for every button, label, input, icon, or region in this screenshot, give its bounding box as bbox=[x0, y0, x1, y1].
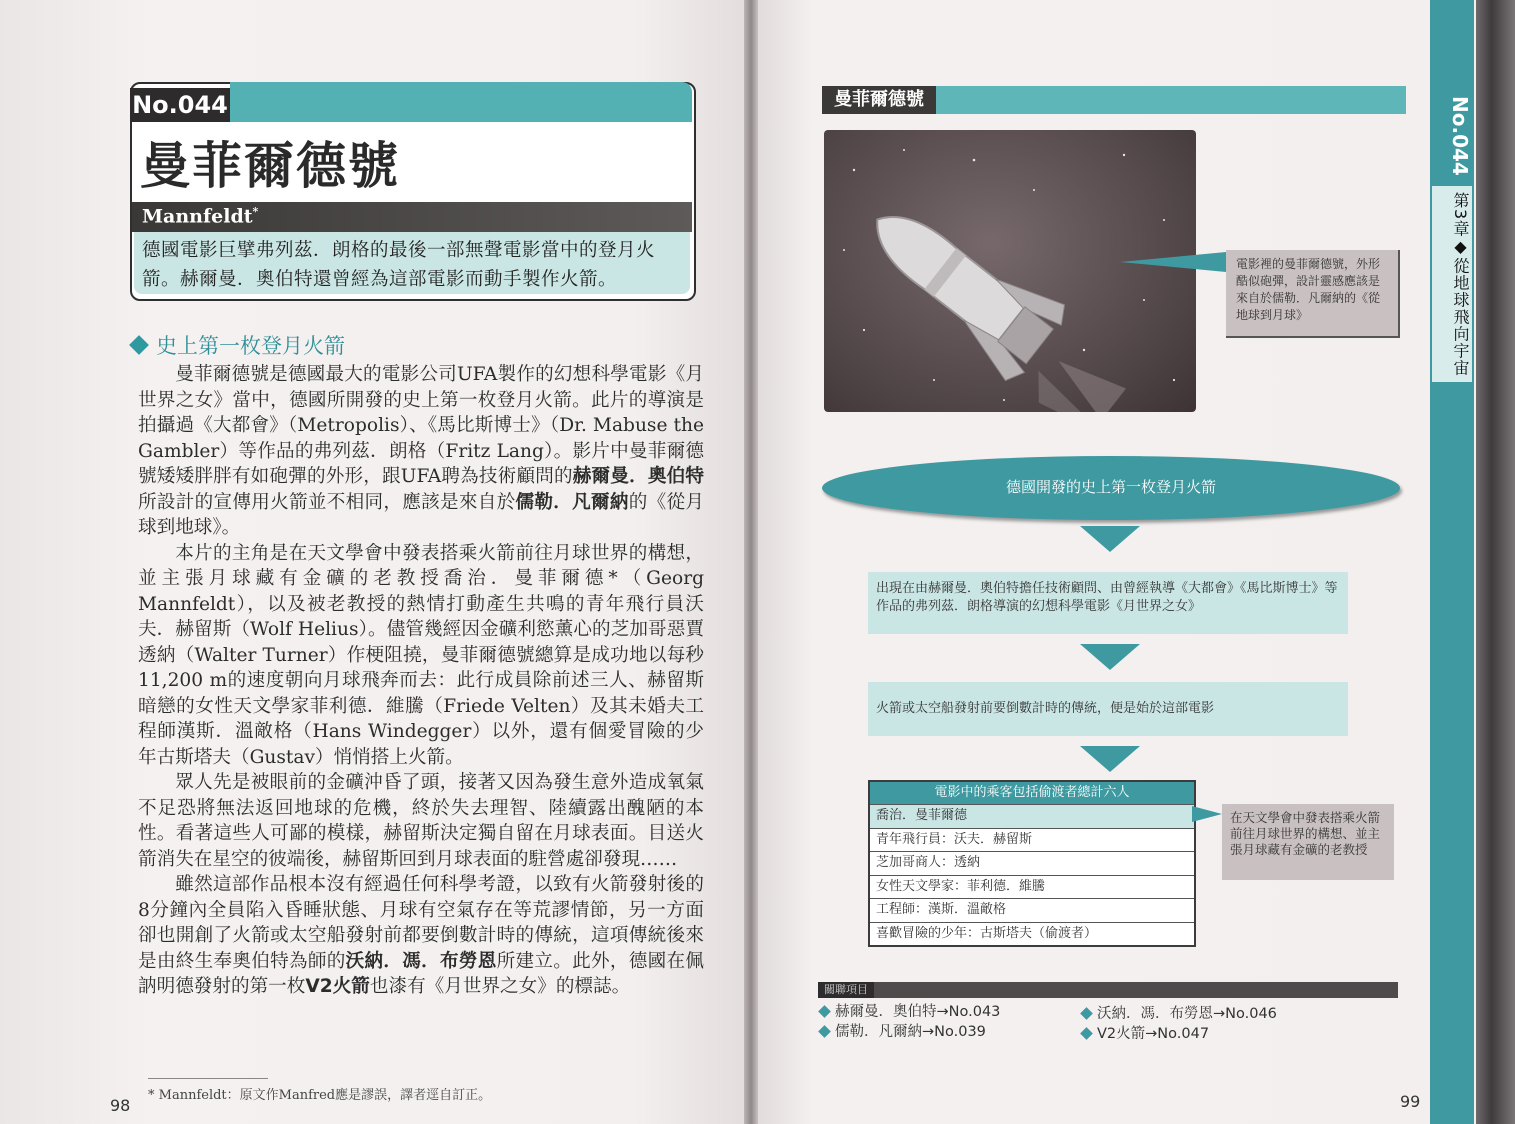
body-text bbox=[138, 362, 704, 1000]
diamond-icon bbox=[129, 335, 149, 355]
related-band bbox=[818, 982, 1398, 998]
table-header: 電影中的乘客包括偷渡者總計六人 bbox=[870, 782, 1194, 804]
page-title: 曼菲爾德號 bbox=[140, 137, 400, 195]
callout-pointer bbox=[1120, 252, 1226, 272]
table-row: 喜歡冒險的少年：古斯塔夫（偷渡者） bbox=[870, 922, 1194, 946]
related-label: 關聯項目 bbox=[818, 982, 874, 998]
page-number-left: 98 bbox=[110, 1096, 131, 1115]
table-row: 喬治．曼菲爾德 bbox=[870, 804, 1194, 828]
down-arrow-icon bbox=[1080, 746, 1140, 772]
callout-pointer bbox=[1192, 806, 1222, 822]
p1-text-3: 的《從月球到地球》。 bbox=[138, 491, 704, 538]
topic-ellipse-text: 德國開發的史上第一枚登月火箭 bbox=[1005, 478, 1216, 496]
summary-text: 德國電影巨擘弗列茲．朗格的最後一部無聲電影當中的登月火箭。赫爾曼．奧伯特還曾經為這部電影而動手製作火箭。 bbox=[142, 240, 656, 290]
p1-text-2: 所設計的宣傳用火箭並不相同，應該是來自於 bbox=[138, 491, 516, 513]
flow-box-1: 出現在由赫爾曼．奧伯特擔任技術顧問、由曾經執導《大都會》《馬比斯博士》等作品的弗列茲．朗格導演的幻想科學電影《月世界之女》 bbox=[868, 572, 1348, 634]
related-link-text: 沃納．馮．布勞恩→No.046 bbox=[1097, 1006, 1277, 1022]
p4-text-3: 也漆有《月世界之女》的標誌。 bbox=[369, 976, 631, 997]
related-link[interactable] bbox=[1082, 1022, 1209, 1043]
related-link-text: V2火箭→No.047 bbox=[1097, 1026, 1210, 1042]
table-row: 女性天文學家：菲利德．維騰 bbox=[870, 875, 1194, 899]
down-arrow-icon bbox=[1080, 644, 1140, 670]
related-link-text: 赫爾曼．奧伯特→No.043 bbox=[835, 1004, 1001, 1020]
p4-text: 雖然這部作品根本沒有經過任何科學考證，以致有火箭發射後的8分鐘內全員陷入昏睡狀態、月球有空氣存在等荒謬情節，另一方面卻也開創了火箭或太空船發射前都要倒數計時的傳統，這項傳統後來是由終生奉奧伯特為師的 bbox=[138, 874, 704, 972]
p4-bold-braun: 沃納．馮．布勞恩 bbox=[345, 950, 497, 972]
section-heading-text: 史上第一枚登月火箭 bbox=[156, 334, 345, 358]
related-link-text: 儒勒．凡爾納→No.039 bbox=[835, 1024, 986, 1040]
paragraph-2: 本片的主角是在天文學會中發表搭乘火箭前往月球世界的構想，並主張月球藏有金礦的老教授喬治．曼菲爾德*（Georg Mannfeldt），以及被老教授的熱情打動產生共鳴的青年飛行員沃夫．赫留斯（Wolf Helius）。儘管幾經因金礦利慾薰心的芝加哥惡賈透納（Walter Turner）作梗阻撓，曼菲爾德號總算是成功地以每秒11,200 m的速度朝向月球飛奔而去：此行成員除前述三人、赫留斯暗戀的女性天文學家菲利德．維騰（Friede Velten）及其未婚夫工程師漢斯．溫敵格（Hans Windegger）以外，還有個愛冒險的少年古斯塔夫（Gustav）悄悄搭上火箭。 bbox=[138, 542, 704, 768]
p1-bold-verne: 儒勒．凡爾納 bbox=[515, 491, 629, 513]
side-chapter: 第3章◆從地球飛向宇宙 bbox=[1432, 186, 1472, 382]
paragraph-3: 眾人先是被眼前的金礦沖昏了頭，接著又因為發生意外造成氧氣不足恐將無法返回地球的危機，終於失去理智、陸續露出醜陋的本性。看著這些人可鄙的模樣，赫留斯決定獨自留在月球表面。目送火箭消失在星空的彼端後，赫留斯回到月球表面的駐營處卻發現…… bbox=[138, 772, 704, 870]
entry-number: No.044 bbox=[130, 88, 230, 122]
table-row: 工程師：漢斯．溫敵格 bbox=[870, 898, 1194, 922]
subtitle-text: Mannfeldt bbox=[142, 205, 253, 228]
p4-bold-v2: V2火箭 bbox=[305, 976, 370, 997]
related-link[interactable] bbox=[1082, 1002, 1277, 1023]
diamond-icon bbox=[1080, 1007, 1093, 1020]
side-entry-number: No.044 bbox=[1448, 96, 1472, 176]
title-teal-band bbox=[230, 82, 692, 122]
diamond-icon bbox=[818, 1005, 831, 1018]
page-number-right: 99 bbox=[1400, 1092, 1421, 1111]
table-row: 芝加哥商人：透納 bbox=[870, 851, 1194, 875]
related-link[interactable] bbox=[820, 1000, 1000, 1021]
subtitle bbox=[142, 205, 258, 227]
section-heading bbox=[132, 330, 345, 360]
down-arrow-icon bbox=[1080, 526, 1140, 552]
diamond-icon bbox=[818, 1025, 831, 1038]
flow-box-2: 火箭或太空船發射前要倒數計時的傳統，便是始於這部電影 bbox=[868, 682, 1348, 736]
right-header: 曼菲爾德號 bbox=[822, 86, 936, 114]
p4-text-2: 所建立。此外，德國在佩訥明德發射的第一枚 bbox=[138, 950, 704, 997]
subtitle-mark: * bbox=[252, 205, 259, 218]
p1-text: 曼菲爾德號是德國最大的電影公司UFA製作的幻想科學電影《月世界之女》當中，德國所開發的史上第一枚登月火箭。此片的導演是拍攝過《大都會》（Metropolis）、《馬比斯博士》（Dr. Mabuse the Gambler）等作品的弗列茲．朗格（Fritz Lang）。影片中曼菲爾德號矮矮胖胖有如砲彈的外形，跟UFA聘為技術顧問的 bbox=[138, 364, 704, 487]
related-link[interactable] bbox=[820, 1020, 986, 1041]
diamond-icon bbox=[1080, 1027, 1093, 1040]
p1-bold-oberth: 赫爾曼．奧伯特 bbox=[572, 466, 704, 487]
footnote-rule bbox=[148, 1078, 268, 1079]
footnote: * Mannfeldt：原文作Manfred應是謬誤，譯者逕自訂正。 bbox=[148, 1088, 492, 1103]
paragraph-1 bbox=[138, 362, 704, 541]
paragraph-4 bbox=[138, 872, 704, 1000]
passenger-table bbox=[868, 780, 1196, 947]
table-row: 青年飛行員：沃夫．赫留斯 bbox=[870, 828, 1194, 852]
table-callout: 在天文學會中發表搭乘火箭前往月球世界的構想、並主張月球藏有金礦的老教授 bbox=[1222, 804, 1394, 880]
book-gutter bbox=[744, 0, 758, 1124]
book-edge bbox=[1476, 0, 1515, 1124]
illustration-callout: 電影裡的曼菲爾德號，外形酷似砲彈，設計靈感應該是來自於儒勒．凡爾納的《從地球到月球》 bbox=[1226, 250, 1400, 338]
